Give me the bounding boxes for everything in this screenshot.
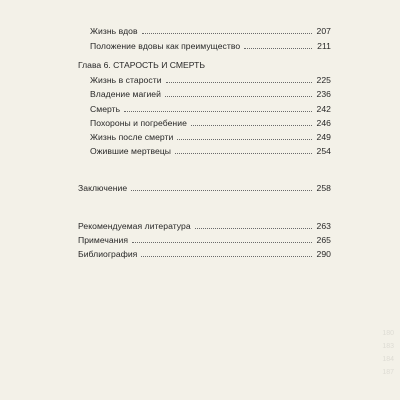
toc-entry-page: 242 bbox=[316, 104, 331, 114]
toc-entry-label: Похороны и погребение bbox=[90, 118, 187, 128]
chapter-heading: Глава 6. СТАРОСТЬ И СМЕРТЬ bbox=[78, 60, 205, 70]
toc-entry-recommended-reading bbox=[78, 219, 331, 231]
toc-entry-old-age bbox=[90, 73, 331, 85]
toc-entry-magic bbox=[90, 87, 331, 99]
dot-leader bbox=[177, 139, 312, 140]
toc-entry-afterlife bbox=[90, 130, 331, 142]
toc-entry-funerals bbox=[90, 116, 331, 128]
toc-entry-widow-advantage bbox=[90, 39, 331, 51]
toc-entry-label: Библиография bbox=[78, 249, 138, 259]
toc-entry-label: Ожившие мертвецы bbox=[90, 146, 172, 156]
dot-leader bbox=[141, 256, 312, 257]
dot-leader bbox=[195, 228, 312, 229]
dot-leader bbox=[244, 48, 312, 49]
toc-entry-page: 225 bbox=[316, 75, 331, 85]
toc-entry-page: 263 bbox=[316, 221, 331, 231]
dot-leader bbox=[165, 96, 312, 97]
toc-entry-page: 254 bbox=[316, 146, 331, 156]
toc-entry-page: 211 bbox=[317, 41, 331, 51]
toc-entry-notes bbox=[78, 233, 331, 245]
toc-entry-undead bbox=[90, 144, 331, 156]
toc-entry-page: 246 bbox=[316, 118, 331, 128]
toc-entry-label: Заключение bbox=[78, 183, 128, 193]
toc-entry-label: Жизнь вдов bbox=[90, 26, 138, 36]
dot-leader bbox=[124, 111, 312, 112]
dot-leader bbox=[166, 82, 312, 83]
toc-entry-label: Владение магией bbox=[90, 89, 161, 99]
bleed-through-text: 184 bbox=[382, 356, 394, 363]
toc-entry-page: 290 bbox=[316, 249, 331, 259]
dot-leader bbox=[191, 125, 312, 126]
toc-entry-label: Рекомендуемая литература bbox=[78, 221, 191, 231]
dot-leader bbox=[132, 242, 312, 243]
toc-entry-conclusion bbox=[78, 181, 331, 193]
dot-leader bbox=[175, 153, 312, 154]
dot-leader bbox=[131, 190, 312, 191]
toc-entry-bibliography bbox=[78, 247, 331, 259]
toc-entry-page: 236 bbox=[316, 89, 331, 99]
toc-entry-label: Примечания bbox=[78, 235, 129, 245]
toc-entry-label: Жизнь после смерти bbox=[90, 132, 174, 142]
toc-entry-page: 265 bbox=[316, 235, 331, 245]
bleed-through-text: 187 bbox=[382, 369, 394, 376]
toc-entry-label: Жизнь в старости bbox=[90, 75, 162, 85]
bleed-through-text: 180 bbox=[382, 330, 394, 337]
toc-entry-label: Смерть bbox=[90, 104, 121, 114]
toc-entry-death bbox=[90, 102, 331, 114]
toc-entry-page: 258 bbox=[316, 183, 331, 193]
dot-leader bbox=[142, 33, 312, 34]
toc-entry-label: Положение вдовы как преимущество bbox=[90, 41, 241, 51]
toc-entry-page: 249 bbox=[316, 132, 331, 142]
toc-entry-page: 207 bbox=[316, 26, 331, 36]
bleed-through-text: 183 bbox=[382, 343, 394, 350]
toc-entry-widows-life bbox=[90, 24, 331, 36]
